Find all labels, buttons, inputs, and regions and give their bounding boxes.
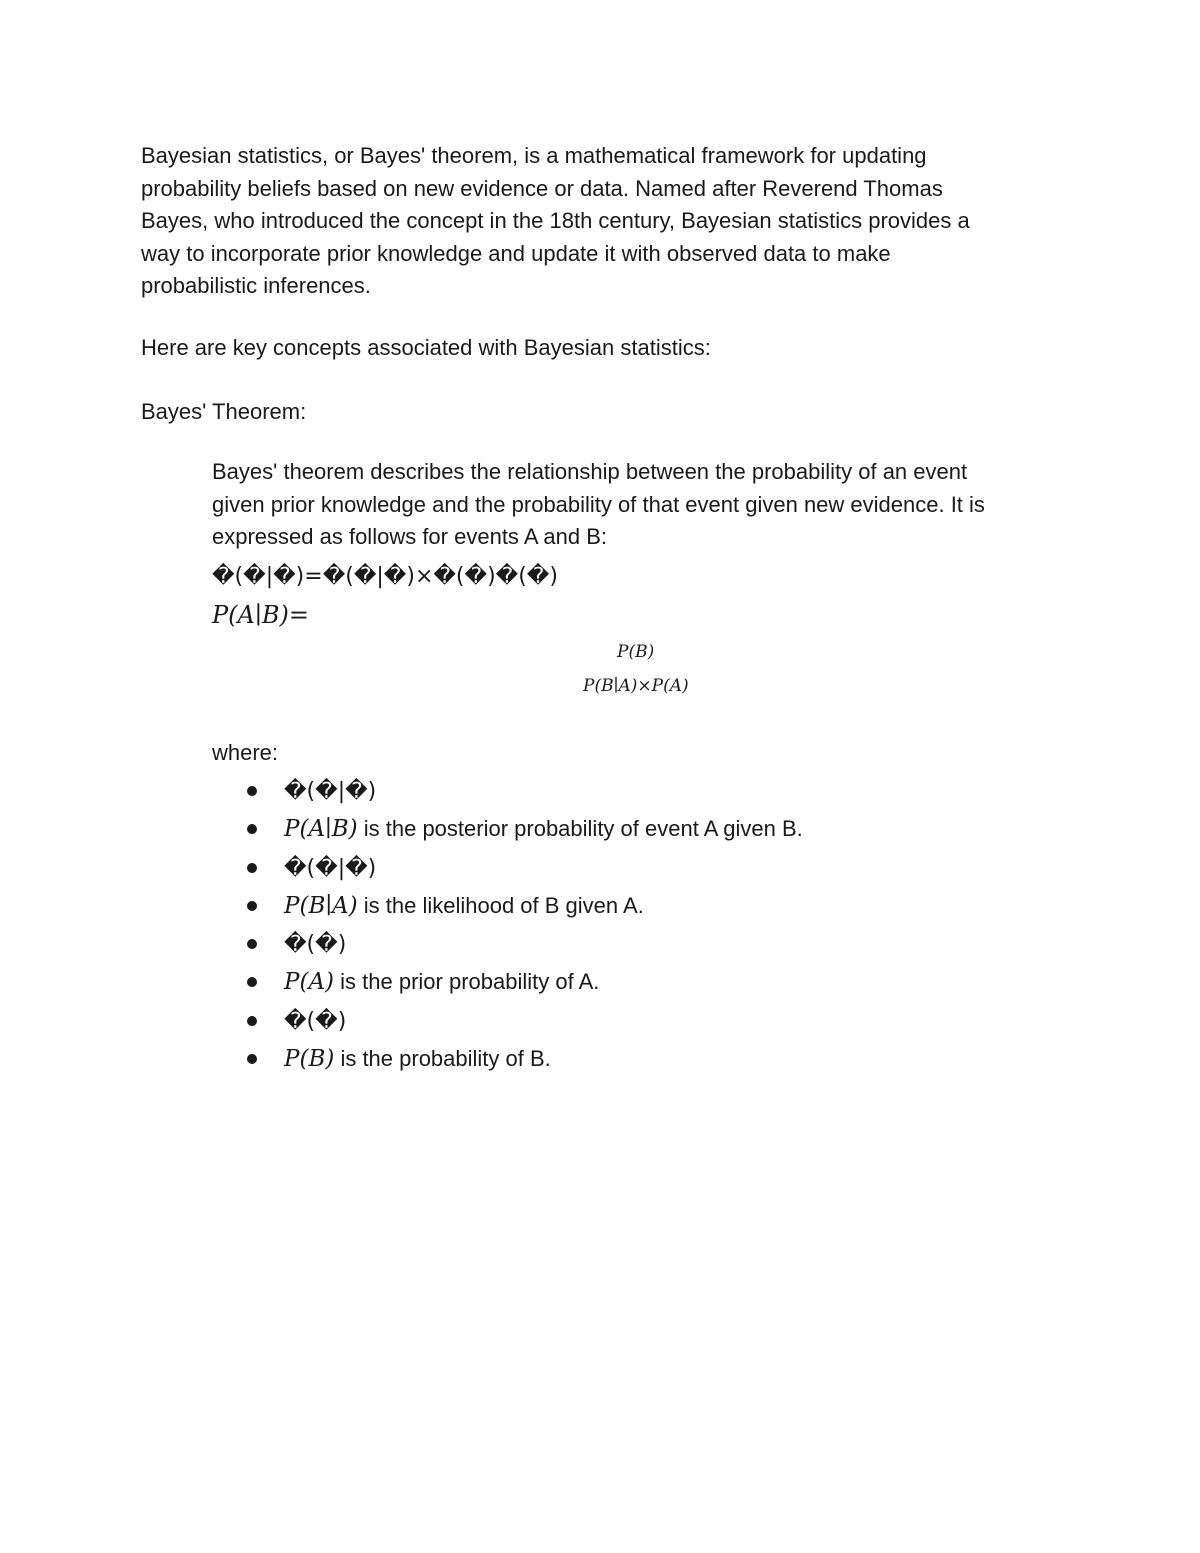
definition-text: is the prior probability of A. — [334, 969, 600, 995]
theorem-line: given prior knowledge and the probability of that event given new evidence. It is — [212, 491, 985, 517]
bullet-icon — [247, 1054, 257, 1064]
bullet-icon — [247, 939, 257, 949]
formula-lhs: P(A∣B)= — [212, 601, 309, 629]
bullet-icon — [247, 1016, 257, 1026]
definition-text: is the probability of B. — [334, 1046, 551, 1072]
bullet-icon — [247, 786, 257, 796]
theorem-description — [212, 456, 1072, 554]
formula-garbled-text: �(�|�)=�(�|�)×�(�)�(�) — [212, 564, 558, 589]
intro-line: way to incorporate prior knowledge and update it with observed data to make — [141, 240, 891, 266]
bullet-icon — [247, 977, 257, 987]
theorem-line: Bayes' theorem describes the relationship between the probability of an event — [212, 459, 968, 484]
theorem-heading: Bayes' Theorem: — [141, 399, 307, 424]
formula-denominator: P(B∣A)×P(A) — [583, 676, 689, 696]
definition-math: P(B) — [284, 1046, 335, 1073]
definition-math: �(�|�) — [284, 855, 377, 881]
intro-line: Bayes, who introduced the concept in the 18th century, Bayesian statistics provides a — [141, 208, 970, 233]
definition-math: �(�|�) — [284, 779, 377, 804]
intro-paragraph — [141, 140, 1041, 303]
definition-math: �(�) — [284, 1008, 347, 1034]
bullet-icon — [247, 863, 257, 873]
where-label: where: — [212, 740, 279, 765]
formula-numerator: P(B) — [617, 642, 655, 662]
bullet-icon — [247, 824, 257, 834]
definition-math: P(A) — [284, 969, 335, 996]
definition-math: P(A∣B) — [284, 816, 358, 843]
definition-text: is the likelihood of B given A. — [357, 892, 644, 918]
intro-line: Bayesian statistics, or Bayes' theorem, is a mathematical framework for updating — [141, 143, 927, 168]
intro-line: probability beliefs based on new evidence or data. Named after Reverend Thomas — [141, 175, 943, 201]
bullet-icon — [247, 901, 257, 911]
intro-line: probabilistic inferences. — [141, 273, 371, 298]
definition-math: P(B∣A) — [284, 892, 358, 919]
key-concepts-line: Here are key concepts associated with Bayesian statistics: — [141, 335, 711, 360]
theorem-line: expressed as follows for events A and B: — [212, 524, 608, 549]
definition-math: �(�) — [284, 932, 347, 958]
definition-text: is the posterior probability of event A given B. — [357, 816, 803, 842]
